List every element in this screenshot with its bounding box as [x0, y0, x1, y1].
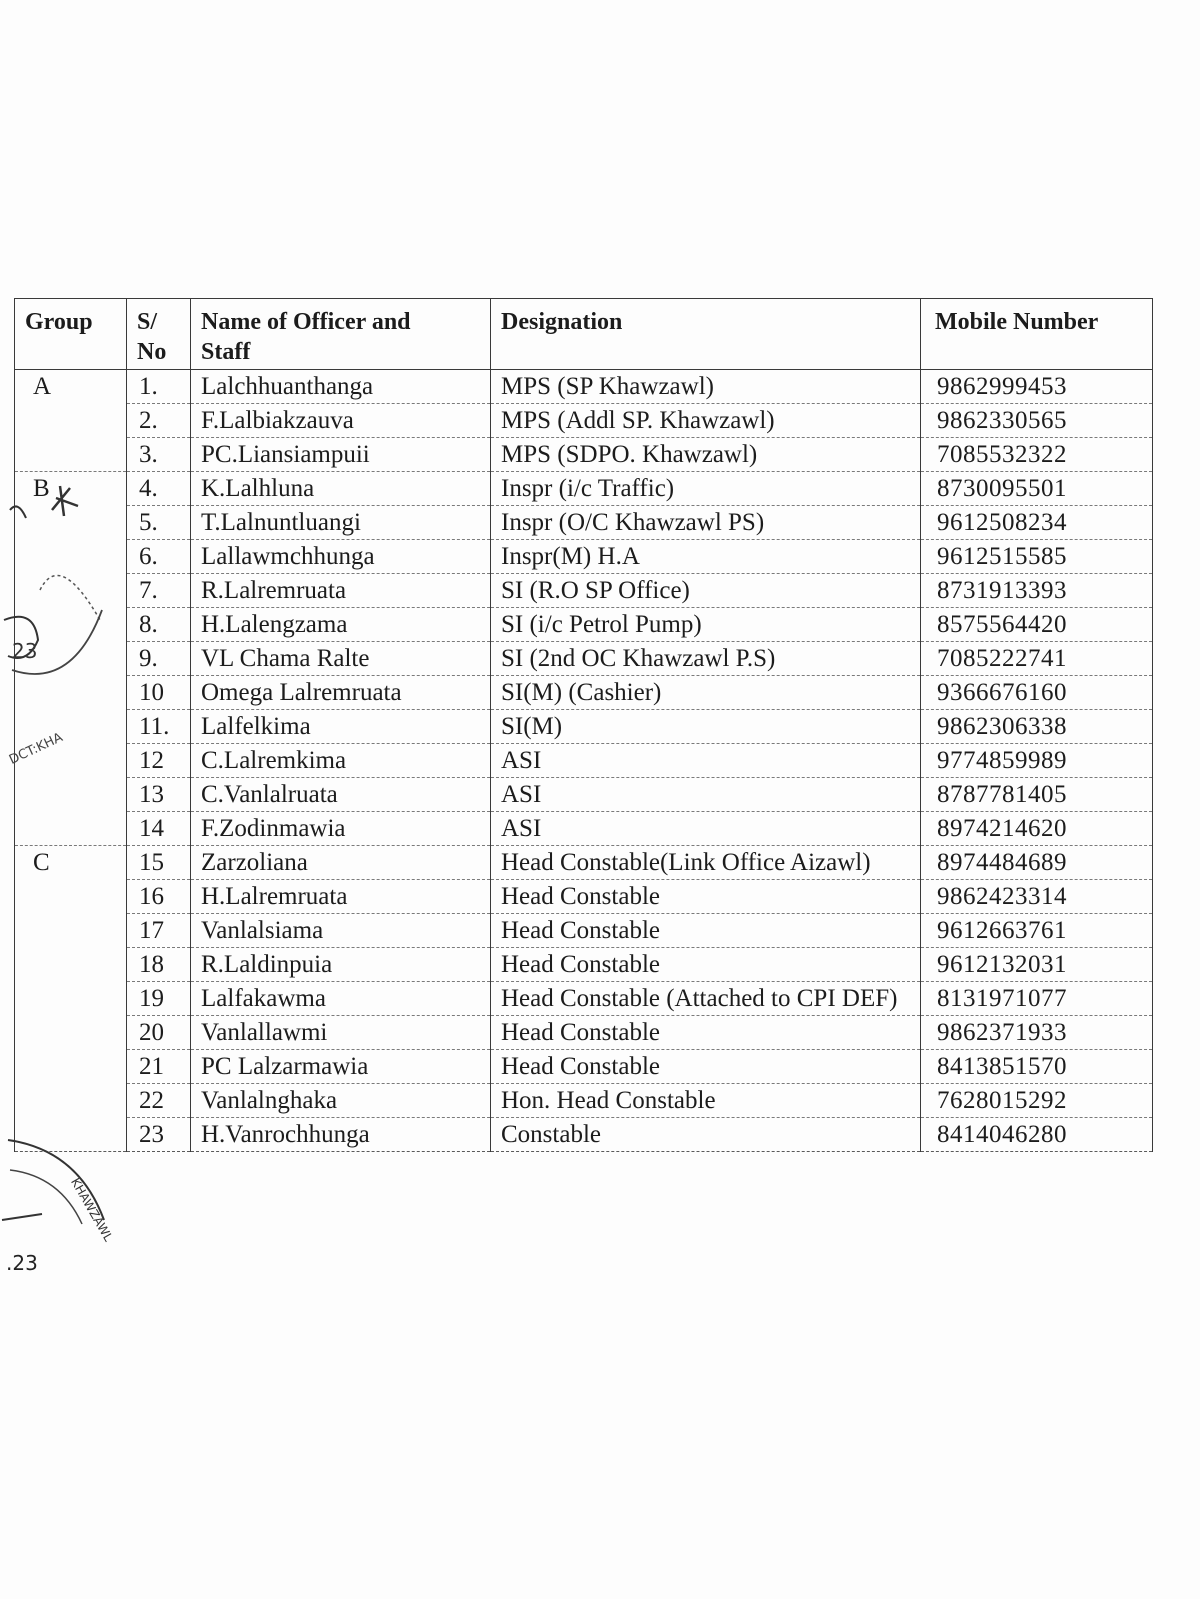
- mobile-number-cell: 8974214620: [921, 812, 1153, 846]
- table-row: [15, 642, 1153, 676]
- officer-name-cell: Vanlalnghaka: [191, 1084, 491, 1118]
- mobile-number-cell: 7085222741: [921, 642, 1153, 676]
- group-cell: [15, 1084, 127, 1118]
- officer-name-cell: H.Vanrochhunga: [191, 1118, 491, 1152]
- serial-number-cell: 4.: [127, 472, 191, 506]
- table-header-row: [15, 299, 1153, 370]
- mobile-number-cell: 7085532322: [921, 438, 1153, 472]
- group-cell: [15, 744, 127, 778]
- designation-cell: Constable: [491, 1118, 921, 1152]
- serial-number-cell: 12: [127, 744, 191, 778]
- table-row: [15, 676, 1153, 710]
- serial-number-cell: 23: [127, 1118, 191, 1152]
- officer-name-cell: C.Lalremkima: [191, 744, 491, 778]
- serial-number-cell: 22: [127, 1084, 191, 1118]
- group-cell: [15, 880, 127, 914]
- table-row: [15, 472, 1153, 506]
- table-row: [15, 438, 1153, 472]
- mobile-number-cell: 8974484689: [921, 846, 1153, 880]
- mobile-number-cell: 9774859989: [921, 744, 1153, 778]
- header-mobile: Mobile Number: [921, 299, 1153, 370]
- group-cell: [15, 948, 127, 982]
- header-sno: S/ No: [127, 299, 191, 370]
- group-cell: [15, 710, 127, 744]
- serial-number-cell: 7.: [127, 574, 191, 608]
- officer-name-cell: K.Lalhluna: [191, 472, 491, 506]
- designation-cell: ASI: [491, 744, 921, 778]
- designation-cell: Head Constable (Attached to CPI DEF): [491, 982, 921, 1016]
- table-row: [15, 608, 1153, 642]
- designation-cell: SI (i/c Petrol Pump): [491, 608, 921, 642]
- serial-number-cell: 15: [127, 846, 191, 880]
- officer-name-cell: F.Zodinmawia: [191, 812, 491, 846]
- serial-number-cell: 1.: [127, 370, 191, 404]
- designation-cell: MPS (Addl SP. Khawzawl): [491, 404, 921, 438]
- mobile-number-cell: 9862306338: [921, 710, 1153, 744]
- mobile-number-cell: 8731913393: [921, 574, 1153, 608]
- group-cell: [15, 982, 127, 1016]
- mobile-number-cell: 9366676160: [921, 676, 1153, 710]
- table-row: [15, 846, 1153, 880]
- group-cell: A: [15, 370, 127, 404]
- officer-name-cell: T.Lalnuntluangi: [191, 506, 491, 540]
- serial-number-cell: 11.: [127, 710, 191, 744]
- officer-name-cell: R.Lalremruata: [191, 574, 491, 608]
- serial-number-cell: 19: [127, 982, 191, 1016]
- mobile-number-cell: 8575564420: [921, 608, 1153, 642]
- mobile-number-cell: 9862999453: [921, 370, 1153, 404]
- group-cell: B: [15, 472, 127, 506]
- group-cell: [15, 1016, 127, 1050]
- group-cell: [15, 506, 127, 540]
- table-row: [15, 982, 1153, 1016]
- mobile-number-cell: 7628015292: [921, 1084, 1153, 1118]
- group-cell: [15, 1050, 127, 1084]
- officer-name-cell: F.Lalbiakzauva: [191, 404, 491, 438]
- mobile-number-cell: 9862371933: [921, 1016, 1153, 1050]
- designation-cell: Head Constable: [491, 880, 921, 914]
- mobile-number-cell: 8730095501: [921, 472, 1153, 506]
- table-body: [15, 370, 1153, 1152]
- officer-name-cell: Lalchhuanthanga: [191, 370, 491, 404]
- officer-name-cell: R.Laldinpuia: [191, 948, 491, 982]
- officer-name-cell: Lalfakawma: [191, 982, 491, 1016]
- designation-cell: Head Constable(Link Office Aizawl): [491, 846, 921, 880]
- serial-number-cell: 20: [127, 1016, 191, 1050]
- table-row: [15, 914, 1153, 948]
- svg-text:23: 23: [12, 639, 38, 663]
- officer-name-cell: PC Lalzarmawia: [191, 1050, 491, 1084]
- officer-name-cell: Zarzoliana: [191, 846, 491, 880]
- mobile-number-cell: 9612132031: [921, 948, 1153, 982]
- table-row: [15, 1016, 1153, 1050]
- officer-name-cell: VL Chama Ralte: [191, 642, 491, 676]
- serial-number-cell: 13: [127, 778, 191, 812]
- header-group: Group: [15, 299, 127, 370]
- designation-cell: Head Constable: [491, 1016, 921, 1050]
- officer-name-cell: Lalfelkima: [191, 710, 491, 744]
- mobile-number-cell: 8414046280: [921, 1118, 1153, 1152]
- table-row: [15, 370, 1153, 404]
- svg-text:.23: .23: [6, 1251, 38, 1275]
- designation-cell: SI(M) (Cashier): [491, 676, 921, 710]
- table-row: [15, 880, 1153, 914]
- serial-number-cell: 10: [127, 676, 191, 710]
- table-row: [15, 778, 1153, 812]
- table-row: [15, 1084, 1153, 1118]
- serial-number-cell: 6.: [127, 540, 191, 574]
- staff-table: [14, 298, 1153, 1152]
- table-row: [15, 574, 1153, 608]
- mobile-number-cell: 9612663761: [921, 914, 1153, 948]
- group-cell: [15, 778, 127, 812]
- designation-cell: Inspr(M) H.A: [491, 540, 921, 574]
- designation-cell: SI (R.O SP Office): [491, 574, 921, 608]
- official-seal-lower: [0, 1130, 116, 1280]
- serial-number-cell: 3.: [127, 438, 191, 472]
- serial-number-cell: 2.: [127, 404, 191, 438]
- table-row: [15, 404, 1153, 438]
- designation-cell: Inspr (i/c Traffic): [491, 472, 921, 506]
- mobile-number-cell: 8787781405: [921, 778, 1153, 812]
- table-row: [15, 1118, 1153, 1152]
- serial-number-cell: 18: [127, 948, 191, 982]
- header-name: Name of Officer and Staff: [191, 299, 491, 370]
- mobile-number-cell: 9862423314: [921, 880, 1153, 914]
- mobile-number-cell: 9612508234: [921, 506, 1153, 540]
- table-row: [15, 506, 1153, 540]
- designation-cell: MPS (SP Khawzawl): [491, 370, 921, 404]
- serial-number-cell: 5.: [127, 506, 191, 540]
- svg-text:DCT:KHA: DCT:KHA: [6, 730, 66, 768]
- serial-number-cell: 17: [127, 914, 191, 948]
- group-cell: [15, 438, 127, 472]
- group-cell: [15, 676, 127, 710]
- designation-cell: Head Constable: [491, 1050, 921, 1084]
- officer-name-cell: Lallawmchhunga: [191, 540, 491, 574]
- designation-cell: SI(M): [491, 710, 921, 744]
- mobile-number-cell: 9862330565: [921, 404, 1153, 438]
- group-cell: [15, 914, 127, 948]
- designation-cell: MPS (SDPO. Khawzawl): [491, 438, 921, 472]
- header-designation: Designation: [491, 299, 921, 370]
- serial-number-cell: 8.: [127, 608, 191, 642]
- designation-cell: Head Constable: [491, 914, 921, 948]
- officer-name-cell: PC.Liansiampuii: [191, 438, 491, 472]
- mobile-number-cell: 8131971077: [921, 982, 1153, 1016]
- designation-cell: ASI: [491, 778, 921, 812]
- designation-cell: SI (2nd OC Khawzawl P.S): [491, 642, 921, 676]
- group-cell: [15, 608, 127, 642]
- group-cell: C: [15, 846, 127, 880]
- table-row: [15, 744, 1153, 778]
- serial-number-cell: 16: [127, 880, 191, 914]
- mobile-number-cell: 9612515585: [921, 540, 1153, 574]
- designation-cell: ASI: [491, 812, 921, 846]
- group-cell: [15, 404, 127, 438]
- designation-cell: Hon. Head Constable: [491, 1084, 921, 1118]
- mobile-number-cell: 8413851570: [921, 1050, 1153, 1084]
- table-row: [15, 812, 1153, 846]
- table-row: [15, 540, 1153, 574]
- designation-cell: Inspr (O/C Khawzawl PS): [491, 506, 921, 540]
- group-cell: [15, 812, 127, 846]
- group-cell: [15, 1118, 127, 1152]
- table-row: [15, 710, 1153, 744]
- serial-number-cell: 21: [127, 1050, 191, 1084]
- svg-text:KHAWZAWL: KHAWZAWL: [68, 1175, 116, 1244]
- group-cell: [15, 540, 127, 574]
- officer-name-cell: Vanlalsiama: [191, 914, 491, 948]
- officer-name-cell: Vanlallawmi: [191, 1016, 491, 1050]
- designation-cell: Head Constable: [491, 948, 921, 982]
- serial-number-cell: 14: [127, 812, 191, 846]
- table-row: [15, 1050, 1153, 1084]
- group-cell: [15, 642, 127, 676]
- officer-name-cell: Omega Lalremruata: [191, 676, 491, 710]
- table-row: [15, 948, 1153, 982]
- serial-number-cell: 9.: [127, 642, 191, 676]
- officer-name-cell: H.Lalremruata: [191, 880, 491, 914]
- group-cell: [15, 574, 127, 608]
- officer-name-cell: C.Vanlalruata: [191, 778, 491, 812]
- officer-name-cell: H.Lalengzama: [191, 608, 491, 642]
